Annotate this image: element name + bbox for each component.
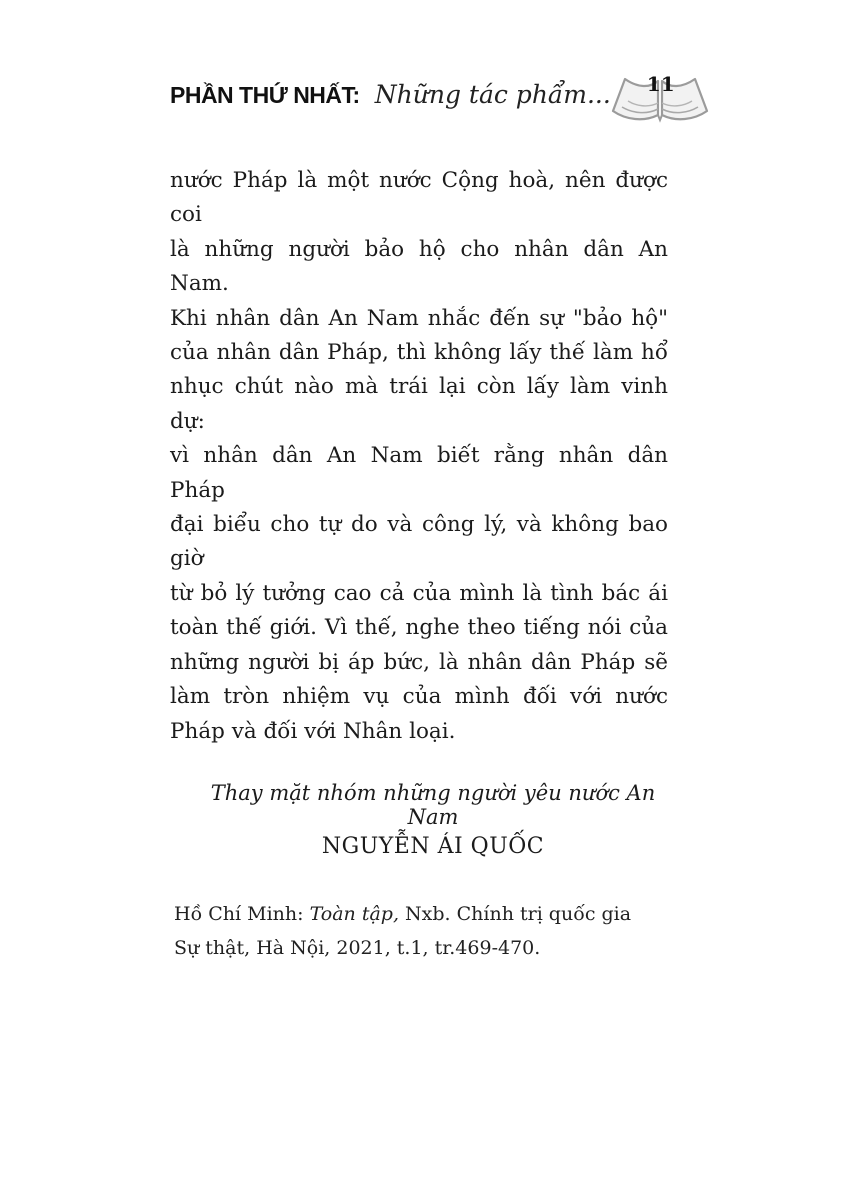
body-line: những người bị áp bức, là nhân dân Pháp sẽ	[170, 649, 668, 675]
page-number: 11	[646, 72, 675, 96]
body-line: đại biểu cho tự do và công lý, và không bao giờ	[170, 512, 668, 572]
body-line: toàn thế giới. Vì thế, nghe theo tiếng nói của	[170, 615, 668, 641]
body-line: từ bỏ lý tưởng cao cả của mình là tình bác ái	[170, 580, 668, 606]
citation-work-title: Toàn tập,	[309, 902, 399, 925]
citation-block	[174, 897, 668, 965]
body-line: Khi nhân dân An Nam nhắc đến sự "bảo hộ"	[170, 305, 668, 331]
body-line: của nhân dân Pháp, thì không lấy thế làm hổ	[170, 340, 668, 366]
body-line: nhục chút nào mà trái lại còn lấy làm vinh dự:	[170, 374, 668, 434]
citation-author: Hồ Chí Minh:	[174, 902, 310, 925]
page-number-badge	[611, 70, 709, 128]
header-title	[170, 70, 611, 109]
signature-on-behalf: Thay mặt nhóm những người yêu nước An Nam	[210, 780, 656, 829]
body-line: làm tròn nhiệm vụ của mình đối với nước	[170, 684, 668, 710]
citation-line-1	[174, 897, 668, 931]
running-header	[170, 70, 675, 128]
body-paragraph	[170, 164, 668, 749]
section-label: PHẦN THỨ NHẤT:	[170, 82, 360, 108]
signature-block	[170, 781, 668, 859]
body-line: nước Pháp là một nước Cộng hoà, nên được coi	[170, 168, 668, 228]
citation-line-2: Sự thật, Hà Nội, 2021, t.1, tr.469-470.	[174, 936, 541, 959]
body-line: vì nhân dân An Nam biết rằng nhân dân Pháp	[170, 443, 668, 503]
section-title: Những tác phẩm...	[374, 80, 611, 109]
page-content	[170, 70, 675, 965]
body-line: là những người bảo hộ cho nhân dân An Nam.	[170, 236, 668, 297]
body-line: Pháp và đối với Nhân loại.	[170, 718, 456, 744]
signature-name: NGUYỄN ÁI QUỐC	[321, 833, 545, 859]
citation-publisher: Nxb. Chính trị quốc gia	[398, 902, 632, 925]
